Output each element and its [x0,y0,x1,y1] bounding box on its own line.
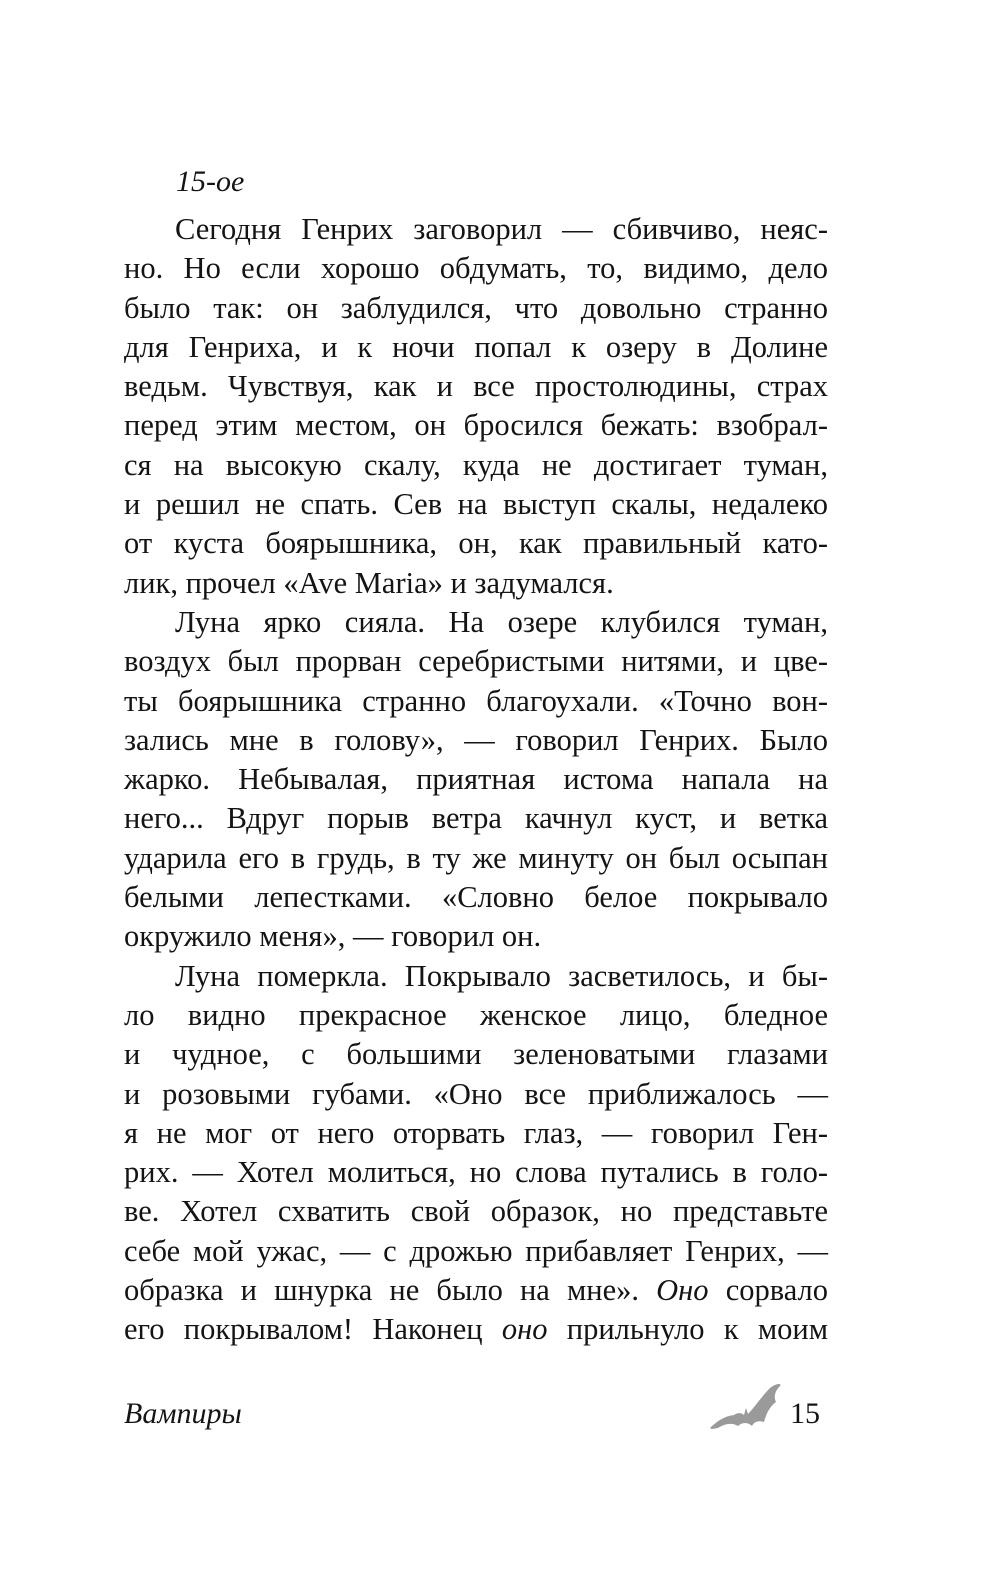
text-line: перед этим местом, он бросился бежать: взобрал- [124,408,828,443]
page-number: 15 [790,1397,820,1430]
text-line [124,1271,828,1310]
entry-heading: 15-ое [176,165,245,198]
text-line: и чудное, с большими зеленоватыми глазами [124,1037,828,1072]
bat-icon [708,1382,782,1432]
text-line: него... Вдруг порыв ветра качнул куст, и ветка [124,801,828,836]
text-line: жарко. Небывалая, приятная истома напала на [124,762,828,797]
text-line: себе мой ужас, — с дрожью прибавляет Генрих, — [124,1233,828,1268]
text-line: окружило меня», — говорил он. [124,919,542,954]
text-line: от куста боярышника, он, как правильный като- [124,526,828,561]
italic-text-run: Оно [656,1273,709,1308]
text-line: и розовыми губами. «Оно все приближалось — [124,1076,828,1111]
text-run: сорвало [708,1273,828,1308]
text-line: ло видно прекрасное женское лицо, бледное [124,997,828,1032]
text-line: воздух был прорван серебристыми нитями, и цве- [124,644,828,679]
text-line: белыми лепестками. «Словно белое покрывало [124,880,828,915]
text-run: прильнуло к моим [547,1312,829,1347]
text-line: ведьм. Чувствуя, как и все простолюдины, страх [124,369,828,404]
italic-text-run: оно [501,1312,548,1347]
text-line: было так: он заблудился, что довольно странно [124,290,828,325]
text-line: Луна померкла. Покрывало засветилось, и бы- [175,958,828,993]
text-line: я не мог от него оторвать глаз, — говорил Ген- [124,1115,828,1150]
text-line: для Генриха, и к ночи попал к озеру в Долине [124,329,828,364]
text-run: его покрывалом! Наконец [124,1312,502,1347]
text-line: рих. — Хотел молиться, но слова путались в голо- [124,1155,828,1190]
text-line: ве. Хотел схватить свой образок, но представьте [124,1194,828,1229]
text-line: лик, прочел «Ave Maria» и задумался. [124,565,614,600]
text-line: Сегодня Генрих заговорил — сбивчиво, неяс- [175,212,828,246]
running-footer-title: Вампиры [124,1397,242,1430]
text-line: но. Но если хорошо обдумать, то, видимо, дело [124,251,828,286]
text-line: ся на высокую скалу, куда не достигает туман, [124,447,828,482]
text-line [124,1310,828,1349]
text-line: ты боярышника странно благоухали. «Точно вон- [124,683,828,718]
text-run: образка и шнурка не было на мне». [124,1273,657,1308]
text-line: ударила его в грудь, в ту же минуту он был осыпан [124,840,828,875]
text-line: зались мне в голову», — говорил Генрих. Было [124,722,828,757]
text-line: и решил не спать. Сев на выступ скалы, недалеко [124,487,828,522]
body-text [124,210,828,1350]
text-line: Луна ярко сияла. На озере клубился туман, [175,604,828,639]
